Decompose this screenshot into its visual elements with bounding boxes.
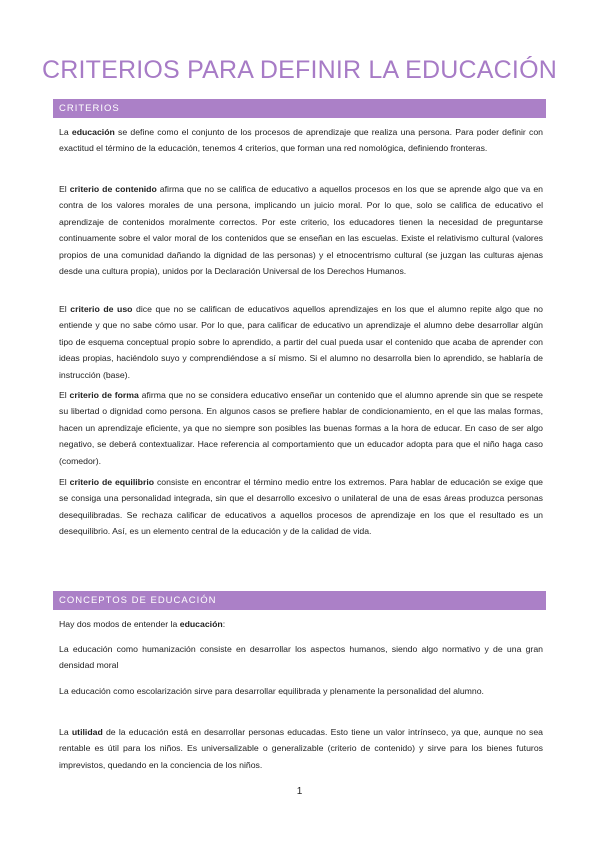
text: : [222,619,226,629]
paragraph-utilidad [59,724,543,773]
keyword: criterio de equilibrio [69,477,155,487]
keyword: criterio de forma [69,390,139,400]
text: El [59,304,71,314]
text: consiste en encontrar el término medio entre los extremos. Para hablar de educación se exige que se consiga una personalidad integrada, sin que el desarrollo excesivo o unilateral de una de esas áreas produzca personas desequilibradas. Se rechaza calificar de educativos a aquellos procesos de aprendizaje en los que el resultado es un desequilibrio. Así, es un elemento central de la educación y de la calidad de vida. [59,477,544,537]
section-heading-criterios: CRITERIOS [53,99,546,118]
paragraph-criterio-uso [59,301,543,383]
keyword: criterio de uso [70,304,133,314]
paragraph-criterio-equilibrio [59,474,543,540]
text: La [59,727,72,737]
text: afirma que no se califica de educativo a aquellos procesos en los que se aprende algo que va en contra de los valores morales de una persona, implicando un juicio moral. Por lo que, solo se califica de educativo el aprendizaje de contenidos moralmente correctos. Por este criterio, los educadores tienen la necesidad de preguntarse continuamente sobre el valor moral de los contenidos que se enseñan en las escuelas. Existe el relativismo cultural (valores propios de una comunidad dañando la dignidad de las personas) y el etnocentrismo cultural (se juzgan las culturas ajenas desde una cultura propia), unidos por la Declaración Universal de los Derechos Humanos. [59,184,544,277]
text: Hay dos modos de entender la [59,619,180,629]
text: La [59,127,72,137]
keyword: utilidad [71,727,103,737]
keyword: educación [179,619,223,629]
paragraph-escolarizacion: La educación como escolarización sirve para desarrollar equilibrada y plenamente la personalidad del alumno. [59,686,484,696]
paragraph-humanizacion: La educación como humanización consiste en desarrollar los aspectos humanos, siendo algo normativo y de una gran densidad moral [59,644,543,671]
text: El [59,390,70,400]
section-heading-conceptos: CONCEPTOS DE EDUCACIÓN [53,591,546,610]
text: afirma que no se considera educativo enseñar un contenido que el alumno aprende sin que se respete su libertad o dignidad como persona. En algunos casos se prefiere hablar de condicionamiento, en el que las malas formas, hacen un aprendizaje eficiente, ya que no siempre son posibles las buenas formas a la hora de educar. En caso de ser algo negativo, se deberá contextualizar. Hace referencia al comportamiento que un educador adopta para que el niño haga caso (comedor). [59,390,543,466]
paragraph-criterio-forma [59,387,543,469]
text: El [59,477,70,487]
paragraph-modos-educacion [59,616,543,632]
keyword: criterio de contenido [69,184,157,194]
paragraph-educacion-definition [59,124,543,157]
document-title: CRITERIOS PARA DEFINIR LA EDUCACIÓN [42,56,557,84]
page-number: 1 [296,786,303,797]
text: de la educación está en desarrollar personas educadas. Esto tiene un valor intrínseco, ya que, aunque no sea rentable es útil para los niños. Es universalizable o generalizable (criterio de contenido) y sirve para los bienes futuros imprevistos, quedando en la conciencia de los niños. [59,727,544,770]
keyword: educación [71,127,115,137]
text: se define como el conjunto de los procesos de aprendizaje que realiza una persona. Para poder definir con exactitud el término de la educación, tenemos 4 criterios, que forman una red nomológica, definiendo fronteras. [59,127,544,154]
text: dice que no se califican de educativos aquellos aprendizajes en los que el alumno repite algo que no entiende y que no sabe cómo usar. Por lo que, para calificar de educativo un aprendizaje el alumno debe desarrollar algún tipo de esquema conceptual propio sobre lo aprendido, a partir del cual pueda usar el contenido que acaba de aprender con ideas propias, haciéndolo suyo y comprendiéndose a sí mismo. Si el alumno no desarrolla bien lo aprendido, se hablaría de instrucción (base). [59,304,543,380]
paragraph-criterio-contenido [59,181,543,279]
text: El [59,184,70,194]
